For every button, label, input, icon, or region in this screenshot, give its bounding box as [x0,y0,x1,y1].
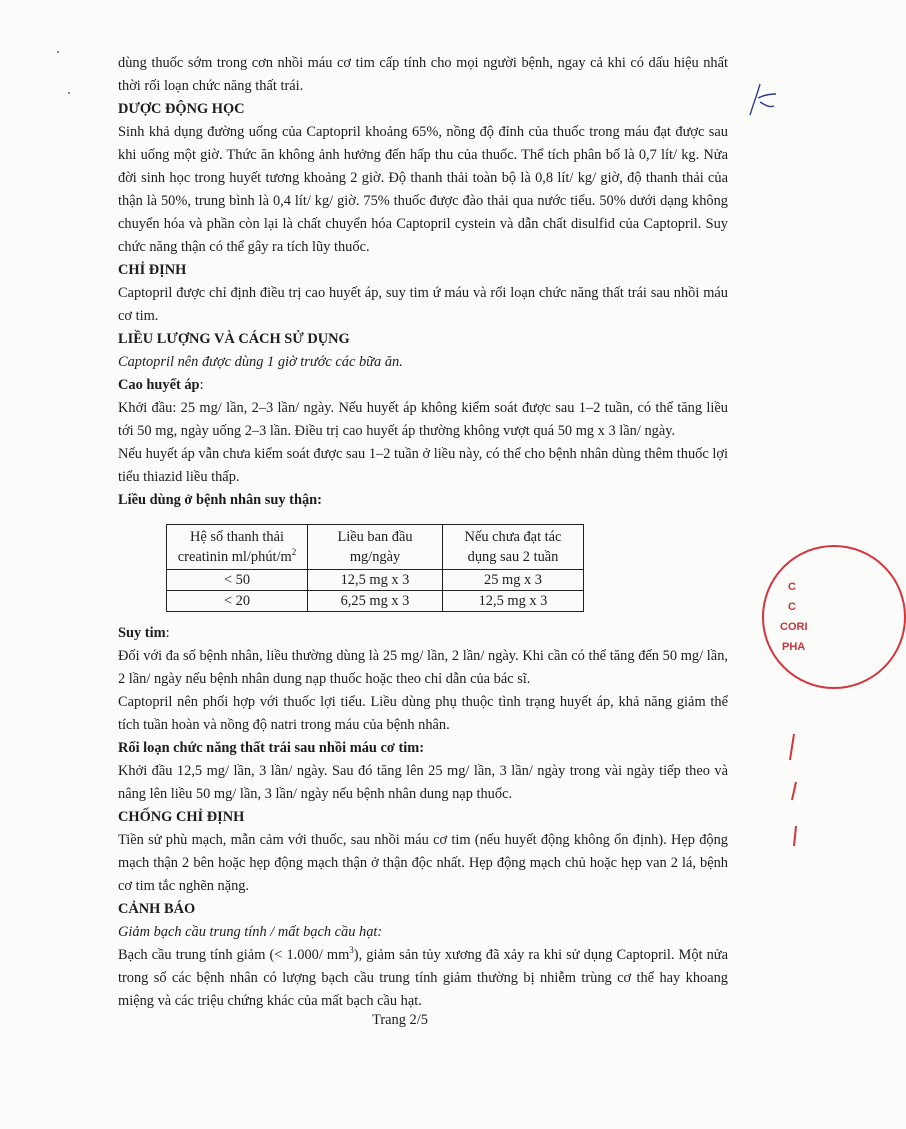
stamp-text-3: CORI [780,621,808,633]
header-clearance-line1: Hệ số thanh thải [190,529,284,545]
contraindications-paragraph: Tiền sử phù mạch, mẫn cảm với thuốc, sau nhồi máu cơ tim (nếu huyết động không ổn định). Hẹp động mạch thận 2 bên hoặc hẹp động mạch thận ở thận độc nhất. Hẹp động mạch chủ hoặc hẹp van 2 lá, bệnh cơ tim tắc nghẽn nặng. [118,832,728,894]
signature-mark [746,82,780,118]
cell-clearance: < 20 [167,591,308,612]
header-clearance [167,525,308,570]
heading-contraindications: CHỐNG CHỈ ĐỊNH [118,809,245,825]
heading-dosage: LIỀU LƯỢNG VÀ CÁCH SỬ DỤNG [118,331,350,347]
header-initial-line1: Liều ban đầu [337,529,413,545]
stamp-text-2: C [788,601,796,613]
hypertension-paragraph-2: Nếu huyết áp vẫn chưa kiểm soát được sau 1–2 tuần ở liều này, có thể cho bệnh nhân dùng thêm thuốc lợi tiểu thiazid liều thấp. [118,446,728,485]
renal-dose-table [166,524,584,612]
header-after-line2: dụng sau 2 tuần [467,549,559,565]
dosage-note: Captopril nên được dùng 1 giờ trước các bữa ăn. [118,354,403,370]
cell-after: 12,5 mg x 3 [443,591,584,612]
subheading-hypertension-colon: : [199,377,204,393]
table-header-row [167,525,584,570]
heading-indications: CHỈ ĐỊNH [118,262,187,278]
subheading-lv-dysfunction: Rối loạn chức năng thất trái sau nhồi máu cơ tim: [118,740,425,756]
warnings-text-b: ), giảm sản tủy xương đã xảy ra khi sử dụng Captopril. Một nửa trong số các bệnh nhân có lượng bạch cầu trung tính giảm thường bị nhiễm trùng cơ thể hay khoang miệng và các triệu chứng khác của mất bạch cầu hạt. [118,947,728,1009]
stamp-fragment [784,730,798,850]
subheading-hypertension [118,374,728,397]
subheading-heart-failure-label: Suy tim [118,625,166,641]
header-clearance-unit: creatinin ml/phút/m [177,549,292,565]
warnings-subheading: Giảm bạch cầu trung tính / mất bạch cầu hạt: [118,924,383,940]
heading-pharmacokinetics: DƯỢC ĐỘNG HỌC [118,101,245,117]
cell-initial: 12,5 mg x 3 [308,570,443,591]
company-stamp [762,545,822,725]
pharmacokinetics-paragraph: Sinh khả dụng đường uống của Captopril khoảng 65%, nồng độ đỉnh của thuốc trong máu đạt được sau khi uống một giờ. Thức ăn không ảnh hưởng đến hấp thu của thuốc. Thể tích phân bố là 0,7 lít/ kg. Nửa đời sinh học trong huyết tương khoảng 2 giờ. Độ thanh thải toàn bộ là 0,8 lít/ kg/ giờ, độ thanh thải của thận là 50%, trung bình là 0,4 lít/ kg/ giờ. 75% thuốc được đào thải qua nước tiểu. 50% dưới dạng không chuyển hóa và phần còn lại là chất chuyển hóa Captopril cystein và dẫn chất disulfid của Captopril. Suy chức năng thận có thể gây ra tích lũy thuốc. [118,124,728,255]
intro-paragraph: dùng thuốc sớm trong cơn nhồi máu cơ tim cấp tính cho mọi người bệnh, ngay cả khi có dấu hiệu nhất thời rối loạn chức năng thất trái. [118,55,728,94]
header-clearance-line2 [175,547,299,567]
header-initial-line2: mg/ngày [349,549,401,565]
heart-failure-paragraph-2: Captopril nên phối hợp với thuốc lợi tiểu. Liều dùng phụ thuộc tình trạng huyết áp, khả năng giảm thể tích tuần hoàn và nồng độ natri trong máu của bệnh nhân. [118,694,728,733]
subheading-hypertension-label: Cao huyết áp [118,377,200,393]
document-page [118,52,728,1013]
scan-speck [68,92,70,94]
cell-clearance: < 50 [167,570,308,591]
subheading-renal: Liều dùng ở bệnh nhân suy thận: [118,492,322,508]
warnings-text-sup: 3 [349,945,354,956]
heading-warnings: CẢNH BÁO [118,901,196,917]
page-number: Trang 2/5 [372,1012,428,1028]
lv-dysfunction-paragraph: Khởi đầu 12,5 mg/ lần, 3 lần/ ngày. Sau đó tăng lên 25 mg/ lần, 3 lần/ ngày trong vài ngày tiếp theo và nâng lên liều 50 mg/ lần, 3 lần/ ngày nếu bệnh nhân dung nạp thuốc. [118,763,728,802]
header-after-line1: Nếu chưa đạt tác [464,529,562,545]
cell-after: 25 mg x 3 [443,570,584,591]
heart-failure-paragraph-1: Đối với đa số bệnh nhân, liều thường dùng là 25 mg/ lần, 2 lần/ ngày. Khi cần có thể tăng đến 50 mg/ lần, 2 lần/ ngày nếu bệnh nhân dung nạp thuốc hoặc theo chỉ dẫn của bác sĩ. [118,648,728,687]
cell-initial: 6,25 mg x 3 [308,591,443,612]
table-row [167,591,584,612]
scan-speck [57,51,59,53]
subheading-heart-failure-colon: : [165,625,170,641]
warnings-paragraph [118,944,728,1013]
warnings-text-a: Bạch cầu trung tính giảm (< 1.000/ mm [118,947,350,963]
stamp-text-4: PHA [782,641,806,653]
header-clearance-sup: 2 [291,547,297,558]
header-initial-dose [308,525,443,570]
stamp-text-1: C [788,581,796,593]
subheading-heart-failure [118,622,728,645]
hypertension-paragraph-1: Khởi đầu: 25 mg/ lần, 2–3 lần/ ngày. Nếu huyết áp không kiểm soát được sau 1–2 tuần, có thể tăng liều tới 50 mg, ngày uống 2–3 lần. Điều trị cao huyết áp thường không vượt quá 50 mg x 3 lần/ ngày. [118,400,728,439]
table-row [167,570,584,591]
indications-paragraph: Captopril được chỉ định điều trị cao huyết áp, suy tim ứ máu và rối loạn chức năng thất trái sau nhồi máu cơ tim. [118,285,728,324]
stamp-ring [762,545,906,689]
header-after-2-weeks [443,525,584,570]
